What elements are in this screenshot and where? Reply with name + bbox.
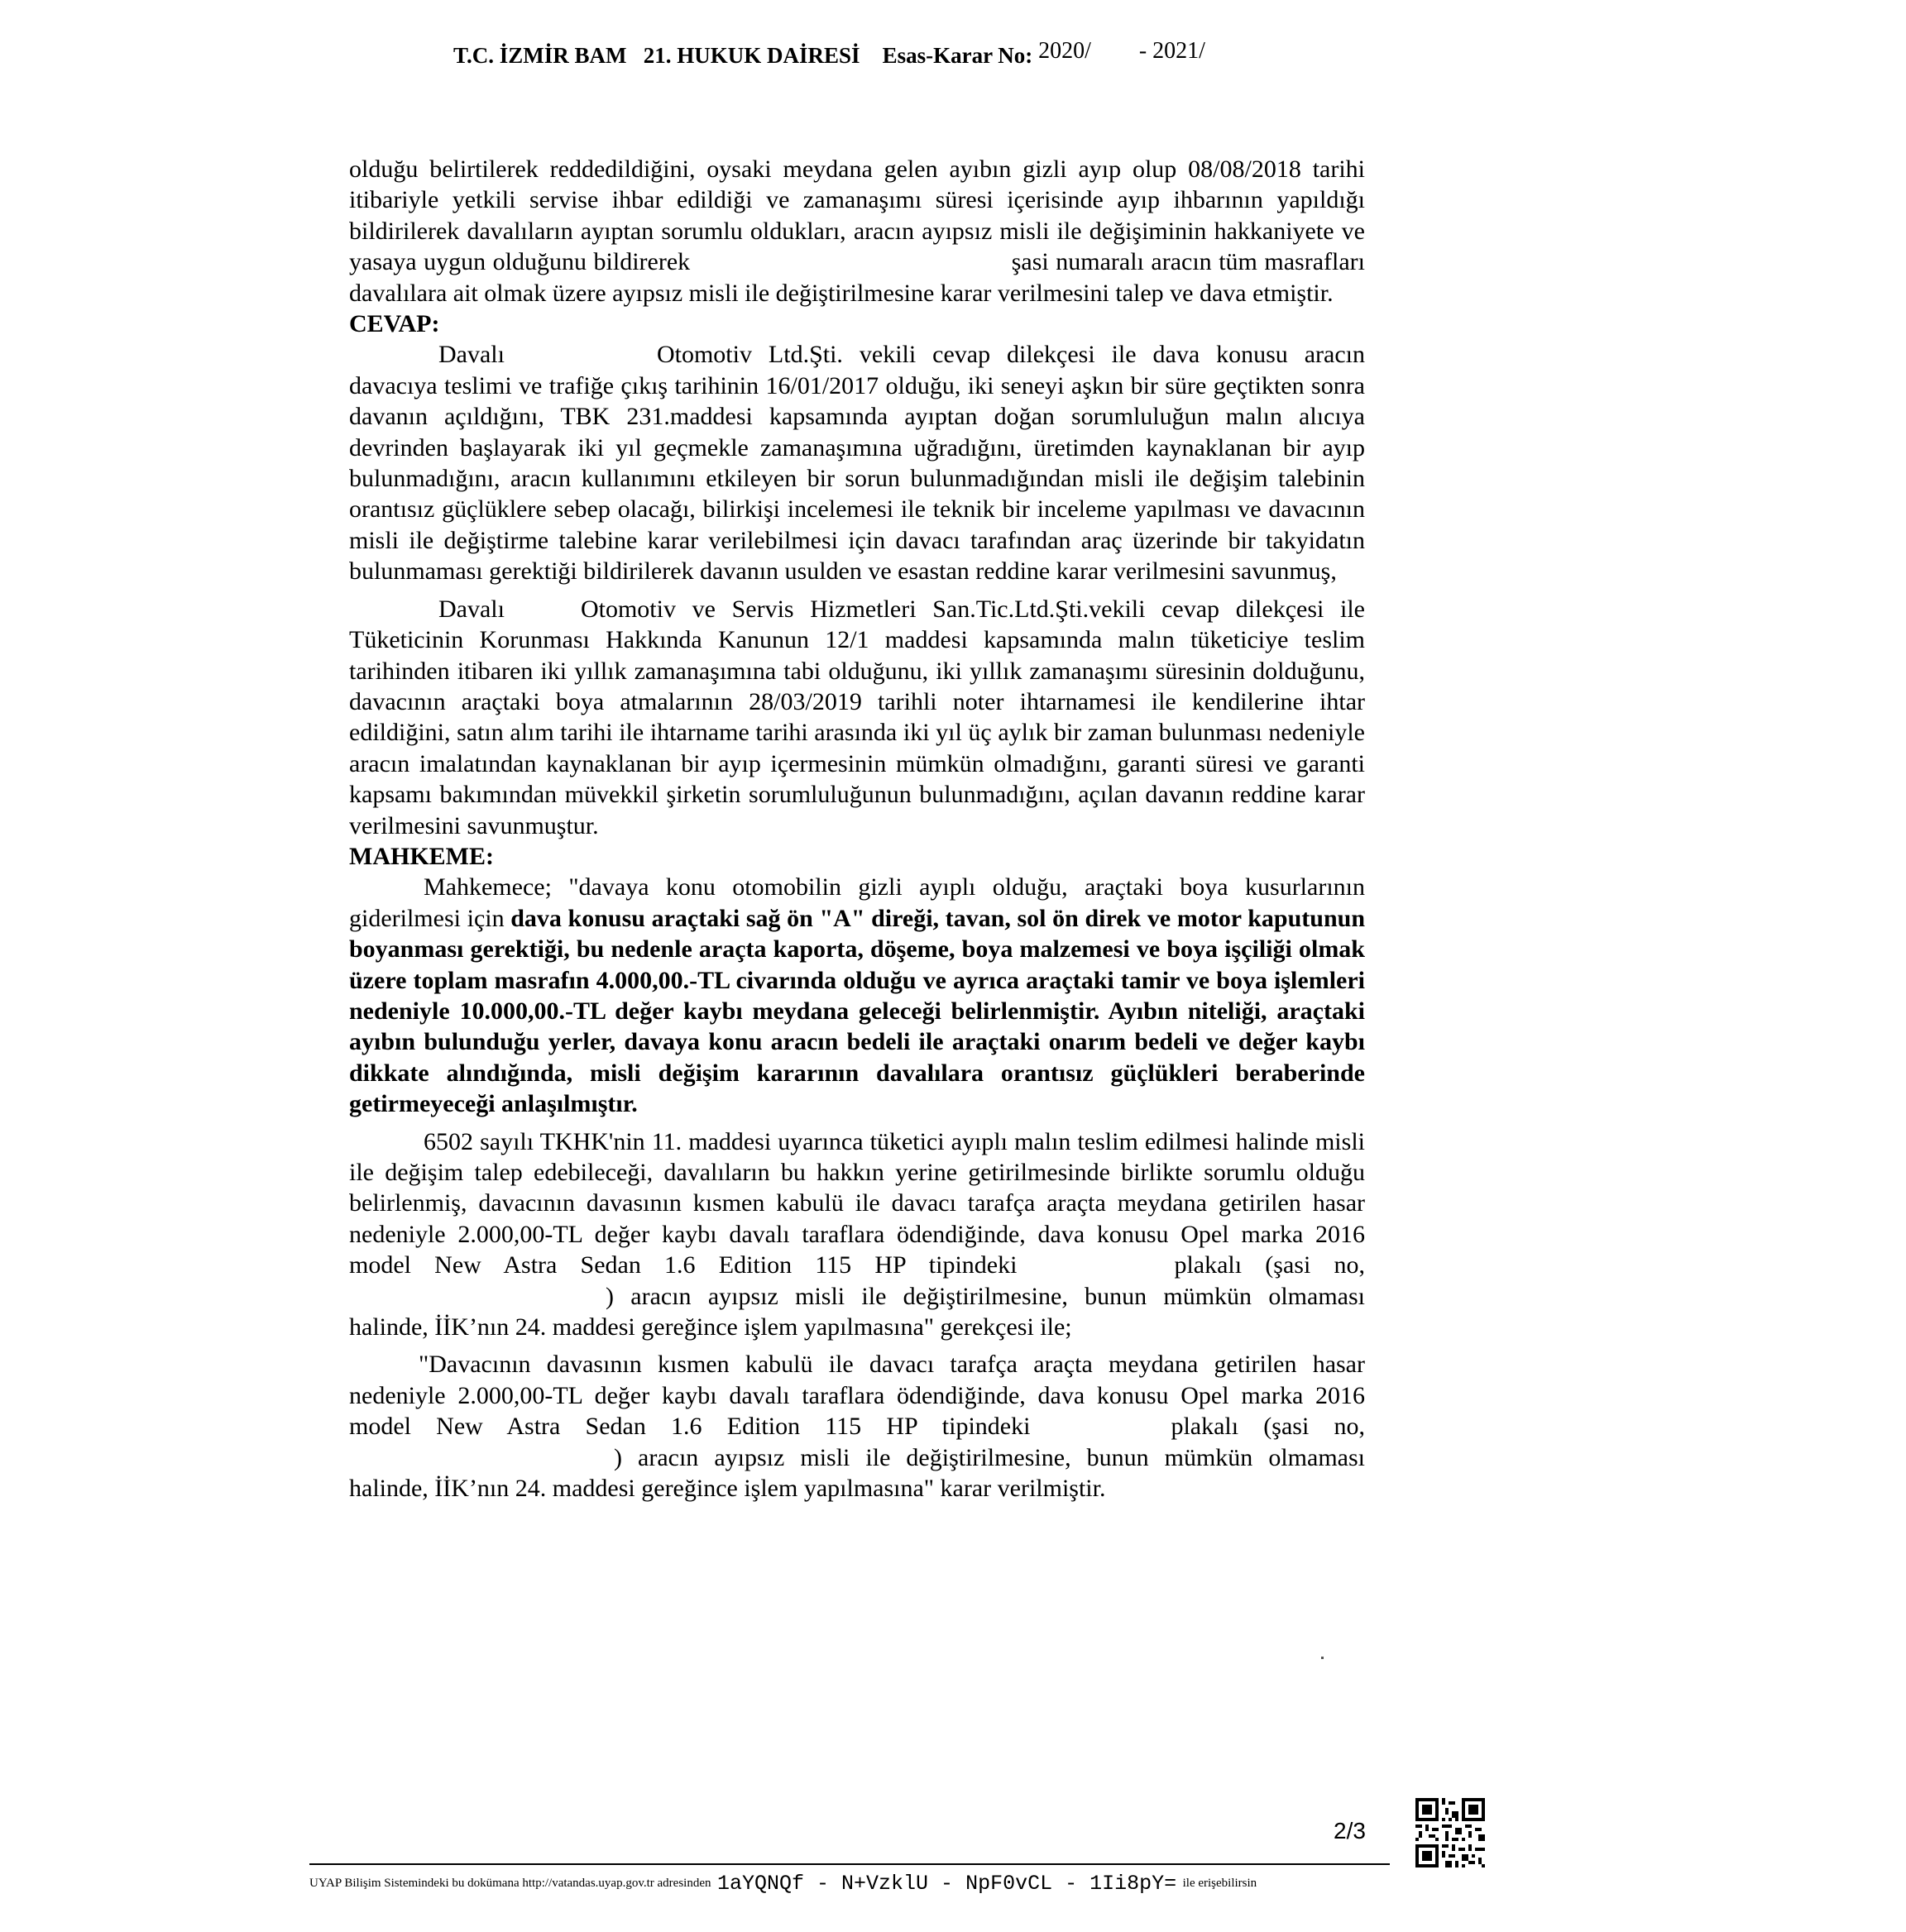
esas-no: 2020/ [1038, 38, 1091, 64]
footer-prefix: UYAP Bilişim Sistemindeki bu dokümana http://vatandas.uyap.gov.tr adresinden [309, 1877, 711, 1890]
qr-code-icon [1415, 1798, 1485, 1867]
footer [309, 1869, 1257, 1896]
chamber-name: 21. HUKUK DAİRESİ [643, 43, 860, 68]
footer-suffix: ile erişebilirsin [1182, 1877, 1257, 1890]
footer-divider [309, 1863, 1390, 1865]
section-title-mahkeme: MAHKEME: [349, 842, 494, 870]
case-label: Esas-Karar No: [882, 43, 1033, 68]
karar-no: - 2021/ [1138, 38, 1205, 64]
stray-mark [1321, 1657, 1324, 1659]
document-body [349, 154, 1365, 1504]
paragraph-defense-2: Davalı Otomotiv ve Servis Hizmetleri San.Tic.Ltd.Şti.vekili cevap dilekçesi ile Tüketicinin Korunması Hakkında Kanunun 12/1 maddesi kapsamında malın tüketiciye teslim tarihinden itibaren iki yıllık zamanaşımına tabi olduğunu, iki yıllık zamanaşımı süresinin dolduğunu, davacının araçtaki boya atmalarının 28/03/2019 tarihli noter ihtarnamesi ile kendilerine ihtar edildiğini, satın alım tarihi ile ihtarname tarihi arasında iki yıl üç aylık bir zaman bulunması nedeniyle aracın imalatından kaynaklanan bir ayıp içermesinin mümkün olmadığını, garanti süresi ve garanti kapsamı bakımından müvekkil şirketin sorumluluğunun bulunmadığını, açılan davanın reddine karar verilmesini savunmuştur. [349, 595, 1365, 839]
paragraph-court-reasoning: Mahkemece; "davaya konu otomobilin gizli ayıplı olduğu, araçtaki boya kusurlarının giderilmesi için dava konusu araçtaki sağ ön "A" direği, tavan, sol ön direk ve motor kaputunun boyanması gerektiği, bu nedenle araçta kaporta, döşeme, boya malzemesi ve boya işçiliği olmak üzere toplam masrafın 4.000,00.-TL civarında olduğu ve ayrıca araçtaki tamir ve boya işlemleri nedeniyle 10.000,00.-TL değer kaybı meydana geleceği belirlenmiştir. Ayıbın niteliği, araçtaki ayıbın bulunduğu yerler, davaya konu aracın bedeli ile araçtaki onarım bedeli ve değer kaybı dikkate alındığında, misli değişim kararının davalılara orantısız güçlükleri beraberinde getirmeyeceği anlaşılmıştır. [349, 873, 1365, 1118]
document-header [453, 38, 1205, 69]
paragraph-verdict: "Davacının davasının kısmen kabulü ile davacı tarafça araçta meydana getirilen hasar nedeniyle 2.000,00-TL değer kaybı davalı taraflara ödendiğinde, dava konusu Opel marka 2016 model New Astra Sedan 1.6 Edition 115 HP tipindeki plakalı (şasi no,) aracın ayıpsız misli ile değiştirilmesine, bunun mümkün olmaması halinde, İİK’nın 24. maddesi gereğince işlem yapılmasına" karar verilmiştir. [349, 1351, 1365, 1503]
court-name: T.C. İZMİR BAM [453, 43, 627, 68]
page-number: 2/3 [1334, 1818, 1366, 1844]
paragraph-claim: olduğu belirtilerek reddedildiğini, oysaki meydana gelen ayıbın gizli ayıp olup 08/08/2018 tarihi itibariyle yetkili servise ihbar edildiği ve zamanaşımı süresi içerisinde ayıp ihbarının yapıldığı bildirilerek davalıların ayıptan sorumlu oldukları, aracın ayıpsız misli ile değişiminin hakkaniyete ve yasaya uygun olduğunu bildirerek şasi numaralı aracın tüm masrafları davalılara ait olmak üzere ayıpsız misli ile değiştirilmesine karar verilmesini talep ve dava etmiştir. [349, 155, 1365, 307]
paragraph-defense-1: Davalı Otomotiv Ltd.Şti. vekili cevap dilekçesi ile dava konusu aracın davacıya teslimi ve trafiğe çıkış tarihinin 16/01/2017 olduğu, iki seneyi aşkın bir süre geçtikten sonra davanın açıldığını, TBK 231.maddesi kapsamında ayıptan doğan sorumluluğun malın alıcıya devrinden başlayarak iki yıl geçmekle zamanaşımına uğradığını, üretimden kaynaklanan bir ayıp bulunmadığını, aracın kullanımını etkileyen bir sorun bulunmadığından misli ile değişim talebinin orantısız güçlüklere sebep olacağı, bilirkişi incelemesi ile teknik bir inceleme yapılması ve davacının misli ile değiştirme talebine karar verilebilmesi için davacı tarafından araç üzerinde bir takyidatın bulunmaması gerektiği bildirilerek davanın usulden ve esastan reddine karar verilmesini savunmuş, [349, 341, 1365, 586]
access-code: 1aYQNQf - N+VzklU - NpF0vCL - 1Ii8pY= [717, 1872, 1177, 1896]
section-title-cevap: CEVAP: [349, 310, 440, 338]
paragraph-legal-basis: 6502 sayılı TKHK'nin 11. maddesi uyarınca tüketici ayıplı malın teslim edilmesi halinde misli ile değişim talep edebileceği, davalıların bu hakkın yerine getirilmesinde birlikte sorumlu olduğu belirlenmiş, davacının davasının kısmen kabulü ile davacı tarafça araçta meydana getirilen hasar nedeniyle 2.000,00-TL değer kaybı davalı taraflara ödendiğinde, dava konusu Opel marka 2016 model New Astra Sedan 1.6 Edition 115 HP tipindeki plakalı (şasi no,) aracın ayıpsız misli ile değiştirilmesine, bunun mümkün olmaması halinde, İİK’nın 24. maddesi gereğince işlem yapılmasına" gerekçesi ile; [349, 1127, 1365, 1341]
